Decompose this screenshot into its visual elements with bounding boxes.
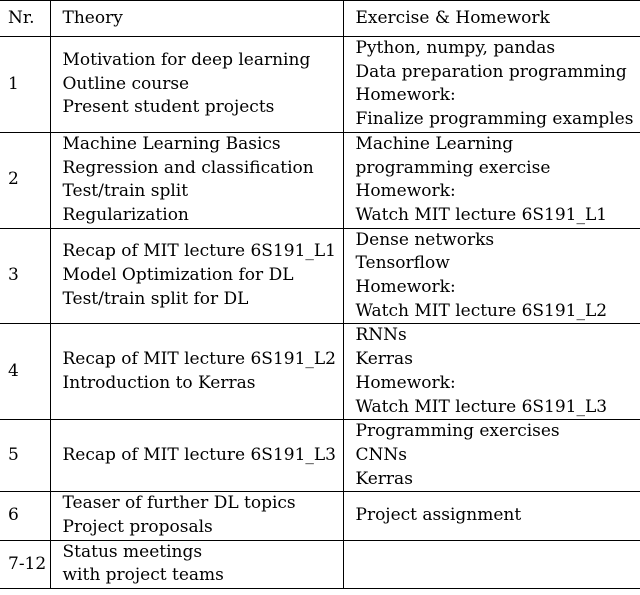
theory-cell [50,228,343,324]
theory-line: with project teams [62,565,224,586]
exercise-line: Homework: [355,85,456,106]
table-row [0,37,640,133]
table-row [0,132,640,228]
row-number: 6 [0,492,50,540]
theory-line: Present student projects [62,97,275,118]
exercise-cell [343,132,640,228]
header-nr: Nr. [0,1,50,37]
theory-line: Test/train split [62,181,189,202]
exercise-line: Dense networks [355,229,495,250]
theory-line: Model Optimization for DL [62,265,294,286]
theory-line: Recap of MIT lecture 6S191_L3 [62,444,337,465]
exercise-line: Watch MIT lecture 6S191_L1 [355,204,608,225]
theory-cell [50,492,343,540]
theory-line: Outline course [62,73,190,94]
theory-line: Project proposals [62,517,213,538]
exercise-cell [343,492,640,540]
exercise-line: Python, numpy, pandas [355,38,556,58]
exercise-line: Finalize programming examples [355,109,634,130]
theory-line: Machine Learning Basics [62,133,281,154]
theory-line: Recap of MIT lecture 6S191_L1 [62,241,337,262]
exercise-line: Homework: [355,181,456,202]
exercise-line: Kerras [355,349,413,370]
exercise-cell [343,228,640,324]
exercise-cell [343,420,640,492]
header-exercise: Exercise & Homework [343,1,640,37]
theory-line: Teaser of further DL topics [62,493,296,514]
row-number: 1 [0,37,50,133]
theory-cell [50,324,343,420]
theory-line: Motivation for deep learning [62,49,311,70]
table-header-row [0,1,640,37]
exercise-line: Homework: [355,372,456,393]
exercise-line: Machine Learning [355,133,514,154]
theory-cell [50,132,343,228]
exercise-line: Programming exercises [355,421,560,442]
header-theory: Theory [50,1,343,37]
theory-cell [50,540,343,588]
table-row [0,540,640,588]
row-number: 5 [0,420,50,492]
exercise-line: Homework: [355,277,456,298]
exercise-cell [343,324,640,420]
table-row [0,492,640,540]
exercise-line: RNNs [355,325,407,346]
exercise-line: Kerras [355,468,413,489]
exercise-line: Project assignment [355,505,522,526]
table-row [0,420,640,492]
row-number: 3 [0,228,50,324]
theory-line: Recap of MIT lecture 6S191_L2 [62,349,337,370]
table-row [0,324,640,420]
theory-line: Introduction to Kerras [62,372,256,393]
row-number: 7-12 [0,540,50,588]
table-row [0,228,640,324]
exercise-cell [343,540,640,588]
row-number: 4 [0,324,50,420]
theory-line: Regression and classification [62,157,314,178]
exercise-line: programming exercise [355,157,551,178]
theory-line: Regularization [62,204,189,225]
row-number: 2 [0,132,50,228]
theory-line: Test/train split for DL [62,288,249,309]
exercise-cell [343,37,640,133]
exercise-line: Watch MIT lecture 6S191_L3 [355,396,608,417]
theory-cell [50,420,343,492]
exercise-line: Tensorflow [355,253,450,274]
theory-line: Status meetings [62,541,203,562]
exercise-line: Watch MIT lecture 6S191_L2 [355,300,608,321]
exercise-line: CNNs [355,444,407,465]
theory-cell [50,37,343,133]
exercise-line: Data preparation programming [355,61,627,82]
